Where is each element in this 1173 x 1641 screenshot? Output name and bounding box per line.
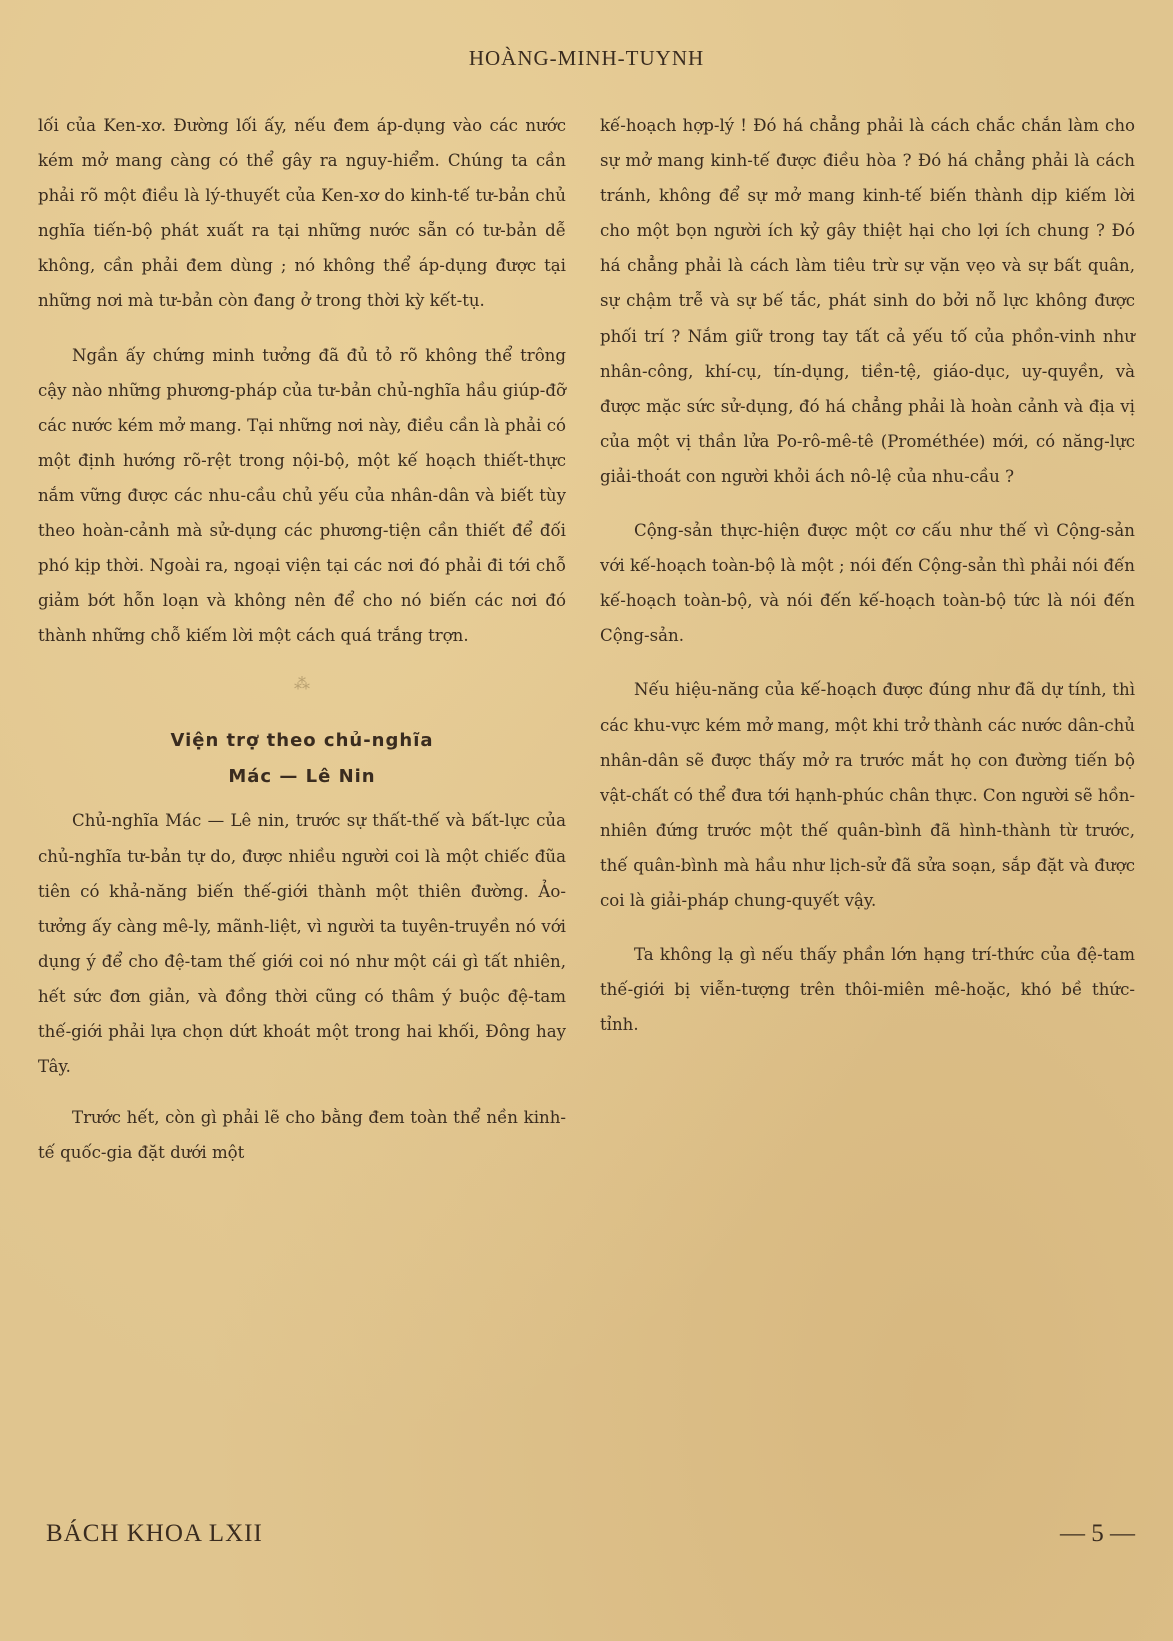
paragraph: Cộng-sản thực-hiện được một cơ cấu như thế vì Cộng-sản với kế-hoạch toàn-bộ là một ; nói đến Cộng-sản thì phải nói đến kế-hoạch toàn-bộ, và nói đến kế-hoạch toàn-bộ tức là nói đến Cộng-sản. [600, 521, 1135, 646]
paragraph: lối của Ken-xơ. Đường lối ấy, nếu đem áp-dụng vào các nước kém mở mang càng có thể gây ra nguy-hiểm. Chúng ta cần phải rõ một điều là lý-thuyết của Ken-xơ do kinh-tế tư-bản chủ nghĩa tiến-bộ phát xuất ra tại những nước sẵn có tư-bản dễ không, cần phải đem dùng ; nó không thể áp-dụng được tại những nơi mà tư-bản còn đang ở trong thời kỳ kết-tụ. [38, 116, 566, 311]
right-column [600, 108, 1135, 1042]
section-heading-line: Viện trợ theo chủ-nghĩa [170, 730, 434, 752]
paragraph: Trước hết, còn gì phải lẽ cho bằng đem toàn thể nền kinh-tế quốc-gia đặt dưới một [38, 1108, 566, 1163]
page-number: — 5 — [1060, 1520, 1135, 1547]
left-column [38, 108, 566, 1170]
paragraph: Chủ-nghĩa Mác — Lê nin, trước sự thất-thế và bất-lực của chủ-nghĩa tư-bản tự do, được nhiều người coi là một chiếc đũa tiên có khả-năng biến thế-giới thành một thiên đường. Ảo-tưởng ấy càng mê-ly, mãnh-liệt, vì người ta tuyên-truyền nó với dụng ý để cho đệ-tam thế giới coi nó như một cái gì tất nhiên, hết sức đơn giản, và đồng thời cũng có thâm ý buộc đệ-tam thế-giới phải lựa chọn dứt khoát một trong hai khối, Đông hay Tây. [38, 811, 566, 1077]
section-heading-line: Mác — Lê Nin [228, 766, 376, 788]
paragraph: Nếu hiệu-năng của kế-hoạch được đúng như đã dự tính, thì các khu-vực kém mở mang, một khi trở thành các nước dân-chủ nhân-dân sẽ được thấy mở ra trước mắt họ con đường tiến bộ vật-chất có thể đưa tới hạnh-phúc chân thực. Con người sẽ hồn-nhiên đứng trước một thế quân-bình đã hình-thành từ trước, thế quân-bình mà hầu như lịch-sử đã sửa soạn, sắp đặt và được coi là giải-pháp chung-quyết vậy. [600, 680, 1135, 910]
section-ornament: ⁂ [294, 674, 310, 694]
paragraph: Ngần ấy chứng minh tưởng đã đủ tỏ rõ không thể trông cậy nào những phương-pháp của tư-bản chủ-nghĩa hầu giúp-đỡ các nước kém mở mang. Tại những nơi này, điều cần là phải có một định hướng rõ-rệt trong nội-bộ, một kế hoạch thiết-thực nắm vững được các nhu-cầu chủ yếu của nhân-dân và biết tùy theo hoàn-cảnh mà sử-dụng các phương-tiện cần thiết để đối phó kịp thời. Ngoài ra, ngoại viện tại các nơi đó phải đi tới chỗ giảm bớt hỗn loạn và không nên để cho nó biến các nơi đó thành những chỗ kiếm lời một cách quá trắng trợn. [38, 345, 566, 646]
paragraph: Ta không lạ gì nếu thấy phần lớn hạng trí-thức của đệ-tam thế-giới bị viễn-tượng trên thôi-miên mê-hoặc, khó bề thức-tỉnh. [600, 945, 1135, 1035]
paragraph: kế-hoạch hợp-lý ! Đó há chẳng phải là cách chắc chắn làm cho sự mở mang kinh-tế được điều hòa ? Đó há chẳng phải là cách tránh, không để sự mở mang kinh-tế biến thành dịp kiếm lời cho một bọn người ích kỷ gây thiệt hại cho lợi ích chung ? Đó há chẳng phải là cách làm tiêu trừ sự vặn vẹo và sự bất quân, sự chậm trễ và sự bế tắc, phát sinh do bởi nỗ lực không được phối trí ? Nắm giữ trong tay tất cả yếu tố của phồn-vinh như nhân-công, khí-cụ, tín-dụng, tiền-tệ, giáo-dục, uy-quyền, và được mặc sức sử-dụng, đó há chẳng phải là hoàn cảnh và địa vị của một vị thần lửa Po-rô-mê-tê (Prométhée) mới, có năng-lực giải-thoát con người khỏi ách nô-lệ của nhu-cầu ? [600, 116, 1135, 486]
running-header: HOÀNG-MINH-TUYNH [468, 46, 705, 70]
section-heading [38, 723, 566, 795]
publication-title: BÁCH KHOA LXII [46, 1520, 263, 1547]
